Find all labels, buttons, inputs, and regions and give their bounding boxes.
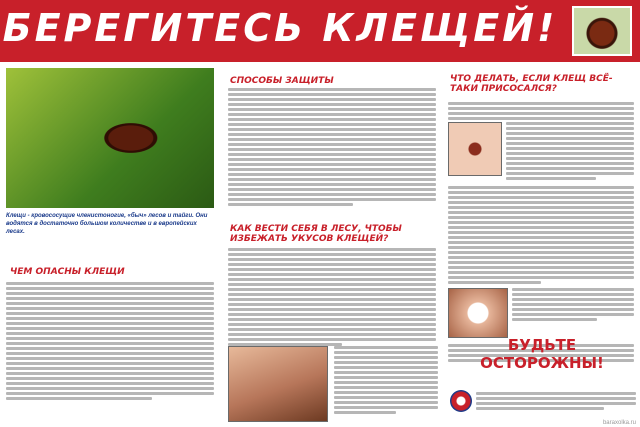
protection-text-placeholder: [228, 88, 436, 208]
advice-text-placeholder: [448, 186, 634, 286]
right-column: [444, 62, 640, 427]
what-to-do-text-placeholder: [448, 102, 634, 122]
skin-photo: [228, 346, 328, 422]
middle-column: [222, 62, 442, 427]
publisher-text-placeholder: [476, 392, 636, 412]
intro-caption: Клещи - кровососущие членистоногие, «быч» лесов и тайги. Они водятся в достаточно большом количестве и в европейских лесах.: [6, 213, 208, 235]
forest-text-placeholder: [228, 248, 436, 348]
watermark: baraxolka.ru: [602, 420, 636, 426]
removal-photo: [448, 122, 502, 176]
danger-text-placeholder: [6, 282, 214, 402]
tick-thumbnail-image: [572, 6, 632, 56]
publisher-logo: [450, 390, 472, 412]
photo-caption-placeholder: [334, 346, 438, 416]
removal-text-placeholder: [506, 122, 634, 182]
left-column: [0, 62, 220, 427]
warning-title: БУДЬТЕ ОСТОРОЖНЫ!: [480, 336, 604, 372]
heading-danger: ЧЕМ ОПАСНЫ КЛЕЩИ: [10, 267, 125, 277]
page-title: БЕРЕГИТЕСЬ КЛЕЩЕЙ!: [2, 6, 558, 50]
heading-forest-behavior: КАК ВЕСТИ СЕБЯ В ЛЕСУ, ЧТОБЫ ИЗБЕЖАТЬ УКУСОВ КЛЕЩЕЙ?: [230, 224, 402, 244]
specialist-text-placeholder: [512, 288, 634, 323]
heading-what-to-do: ЧТО ДЕЛАТЬ, ЕСЛИ КЛЕЩ ВСЁ-ТАКИ ПРИСОСАЛСЯ?: [450, 74, 613, 94]
tick-photo: [6, 68, 214, 208]
header-banner: [0, 0, 640, 62]
heading-protection: СПОСОБЫ ЗАЩИТЫ: [230, 76, 334, 86]
tweezers-photo: [448, 288, 508, 338]
